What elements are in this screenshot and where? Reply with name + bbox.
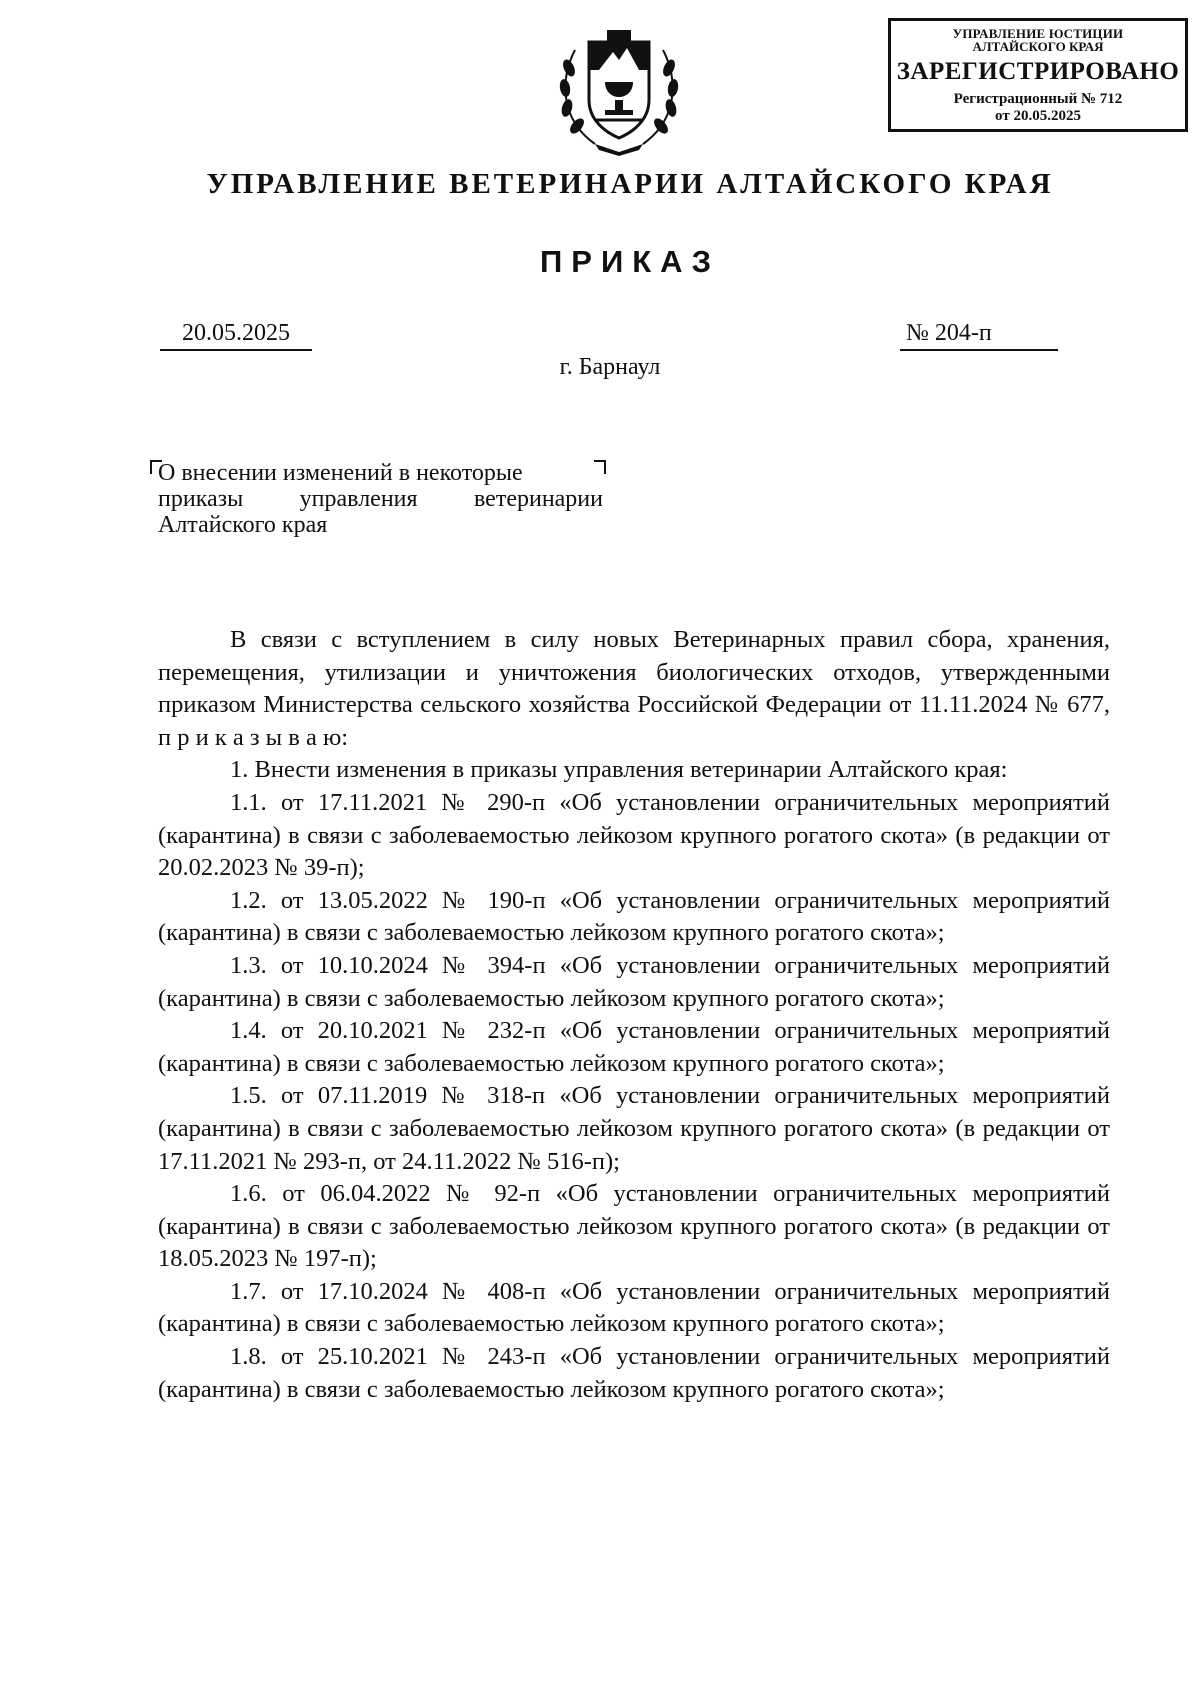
list-item: 1.8. от 25.10.2021 № 243-п «Об установлении ограничительных мероприятий (карантина) в связи с заболеваемостью лейкозом крупного рогатого скота»; <box>158 1343 1110 1403</box>
list-item: 1.3. от 10.10.2024 № 394-п «Об установлении ограничительных мероприятий (карантина) в связи с заболеваемостью лейкозом крупного рогатого скота»; <box>158 951 1110 1012</box>
list-item: 1.1. от 17.11.2021 № 290-п «Об установлении ограничительных мероприятий (карантина) в связи с заболеваемостью лейкозом крупного рогатого скота» (в редакции от 20.02.2023 № 39-п); <box>158 788 1110 882</box>
subject-line2: приказы управления ветеринарии <box>158 486 603 512</box>
list-item: 1.6. от 06.04.2022 № 92-п «Об установлении ограничительных мероприятий (карантина) в связи с заболеваемостью лейкозом крупного рогатого скота» (в редакции от 18.05.2023 № 197-п); <box>158 1180 1110 1273</box>
document-date: 20.05.2025 <box>160 320 312 351</box>
subject-line1: О внесении изменений в некоторые <box>158 460 523 486</box>
subject-line3: Алтайского края <box>158 512 328 538</box>
stamp-reg-number: Регистрационный № 712 <box>953 91 1123 107</box>
document-type-title: ПРИКАЗ <box>540 244 720 279</box>
list-item: 1.4. от 20.10.2021 № 232-п «Об установлении ограничительных мероприятий (карантина) в связи с заболеваемостью лейкозом крупного рогатого скота»; <box>158 1017 1110 1077</box>
preamble-paragraph: В связи с вступлением в силу новых Ветеринарных правил сбора, хранения, перемещения, утилизации и уничтожения биологических отходов, утвержденными приказом Министерства сельского хозяйства Российской Федерации от 11.11.2024 № 677, п р и к а з ы в а ю: <box>158 626 1110 751</box>
stamp-authority-line1: УПРАВЛЕНИЕ ЮСТИЦИИ <box>952 26 1124 41</box>
stamp-status: ЗАРЕГИСТРИРОВАНО <box>896 58 1180 85</box>
list-item: 1.5. от 07.11.2019 № 318-п «Об установлении ограничительных мероприятий (карантина) в связи с заболеваемостью лейкозом крупного рогатого скота» (в редакции от 17.11.2021 № 293-п, от 24.11.2022 № 516-п); <box>158 1082 1110 1175</box>
stamp-reg-date: от 20.05.2025 <box>995 108 1081 124</box>
stamp-authority-line2: АЛТАЙСКОГО КРАЯ <box>972 39 1104 54</box>
registration-stamp <box>888 18 1188 132</box>
point-1-paragraph: 1. Внести изменения в приказы управления ветеринарии Алтайского края: <box>230 756 1008 784</box>
document-city: г. Барнаул <box>559 354 661 380</box>
list-item: 1.7. от 17.10.2024 № 408-п «Об установлении ограничительных мероприятий (карантина) в связи с заболеваемостью лейкозом крупного рогатого скота»; <box>158 1277 1110 1338</box>
document-body <box>158 624 1110 1406</box>
coat-of-arms-icon <box>555 20 683 156</box>
list-item: 1.2. от 13.05.2022 № 190-п «Об установлении ограничительных мероприятий (карантина) в связи с заболеваемостью лейкозом крупного рогатого скота»; <box>158 886 1110 947</box>
document-subject <box>158 460 603 538</box>
organization-name: УПРАВЛЕНИЕ ВЕТЕРИНАРИИ АЛТАЙСКОГО КРАЯ <box>206 168 1054 200</box>
document-number: № 204-п <box>900 320 1058 351</box>
